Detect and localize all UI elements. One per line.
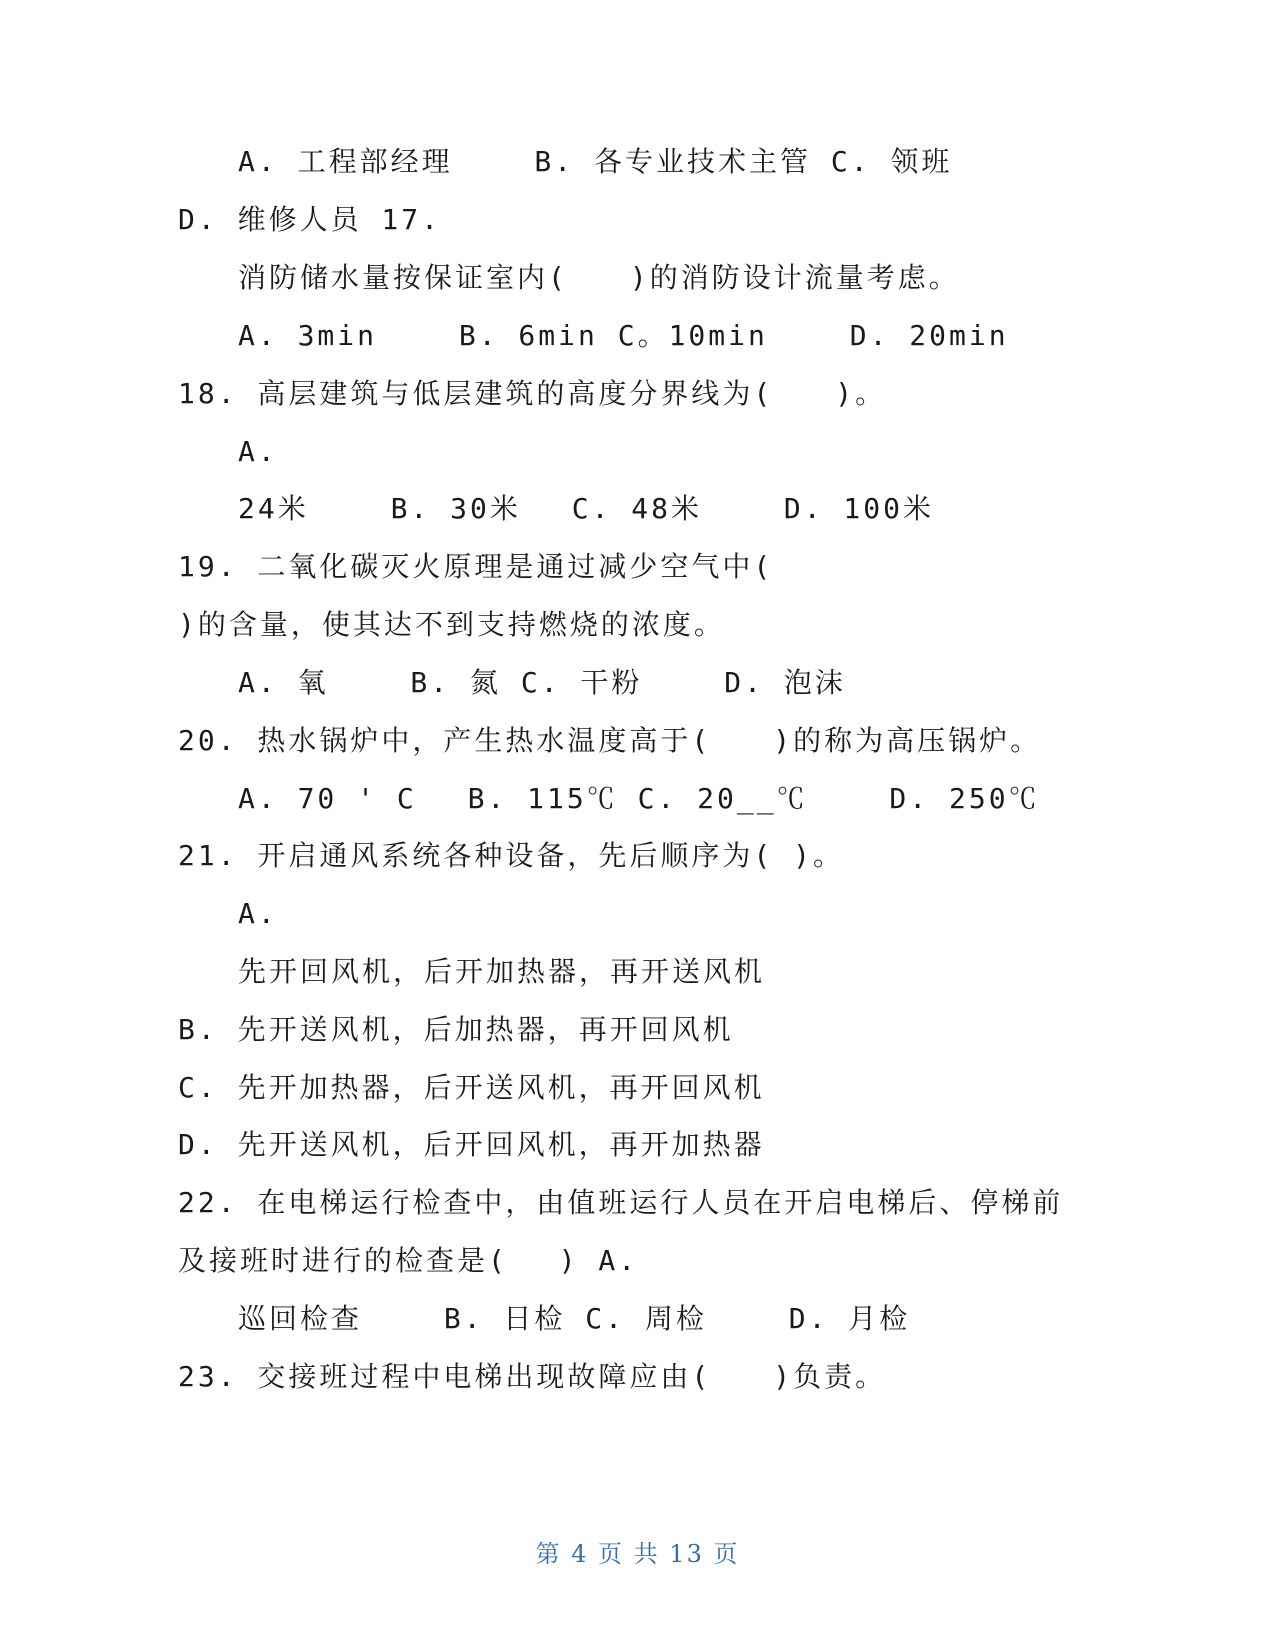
question-23-text: 23. 交接班过程中电梯出现故障应由( )负责。 [178, 1360, 887, 1393]
question-22-text: 22. 在电梯运行检查中，由值班运行人员在开启电梯后、停梯前 [178, 1186, 1064, 1219]
question-20-text: 20. 热水锅炉中，产生热水温度高于( )的称为高压锅炉。 [178, 724, 1042, 757]
question-18-text: 18. 高层建筑与低层建筑的高度分界线为( )。 [178, 377, 887, 410]
options-q19: A. 氧 B. 氮 C. 干粉 D. 泡沫 [238, 666, 846, 699]
options-q22: 巡回检查 B. 日检 C. 周检 D. 月检 [238, 1302, 911, 1335]
page-number-footer: 第 4 页 共 13 页 [535, 1540, 740, 1568]
option-d-q21: D. 先开送风机，后开回风机，再开加热器 [178, 1128, 765, 1161]
option-line-q16: A. 工程部经理 B. 各专业技术主管 C. 领班 [238, 145, 953, 178]
option-a-q21: 先开回风机，后开加热器，再开送风机 [238, 955, 766, 988]
question-21-text: 21. 开启通风系统各种设备，先后顺序为( )。 [178, 839, 845, 872]
option-line-q16-d: D. 维修人员 17. [178, 203, 442, 236]
options-q20: A. 70 ' C B. 115℃ C. 20__℃ D. 250℃ [238, 782, 1040, 815]
options-q18: 24米 B. 30米 C. 48米 D. 100米 [238, 492, 935, 525]
option-a-label-q18: A. [238, 435, 278, 468]
option-c-q21: C. 先开加热器，后开送风机，再开回风机 [178, 1071, 765, 1104]
option-b-q21: B. 先开送风机，后加热器，再开回风机 [178, 1013, 734, 1046]
question-19-text: 19. 二氧化碳灭火原理是通过减少空气中( [178, 550, 774, 583]
question-22-text-cont: 及接班时进行的检查是( ) A. [178, 1244, 639, 1277]
question-17-text: 消防储水量按保证室内( )的消防设计流量考虑。 [238, 261, 960, 294]
options-q17: A. 3min B. 6min C。10min D. 20min [238, 319, 1009, 352]
question-19-text-cont: )的含量，使其达不到支持燃烧的浓度。 [178, 608, 725, 641]
option-a-label-q21: A. [238, 897, 278, 930]
